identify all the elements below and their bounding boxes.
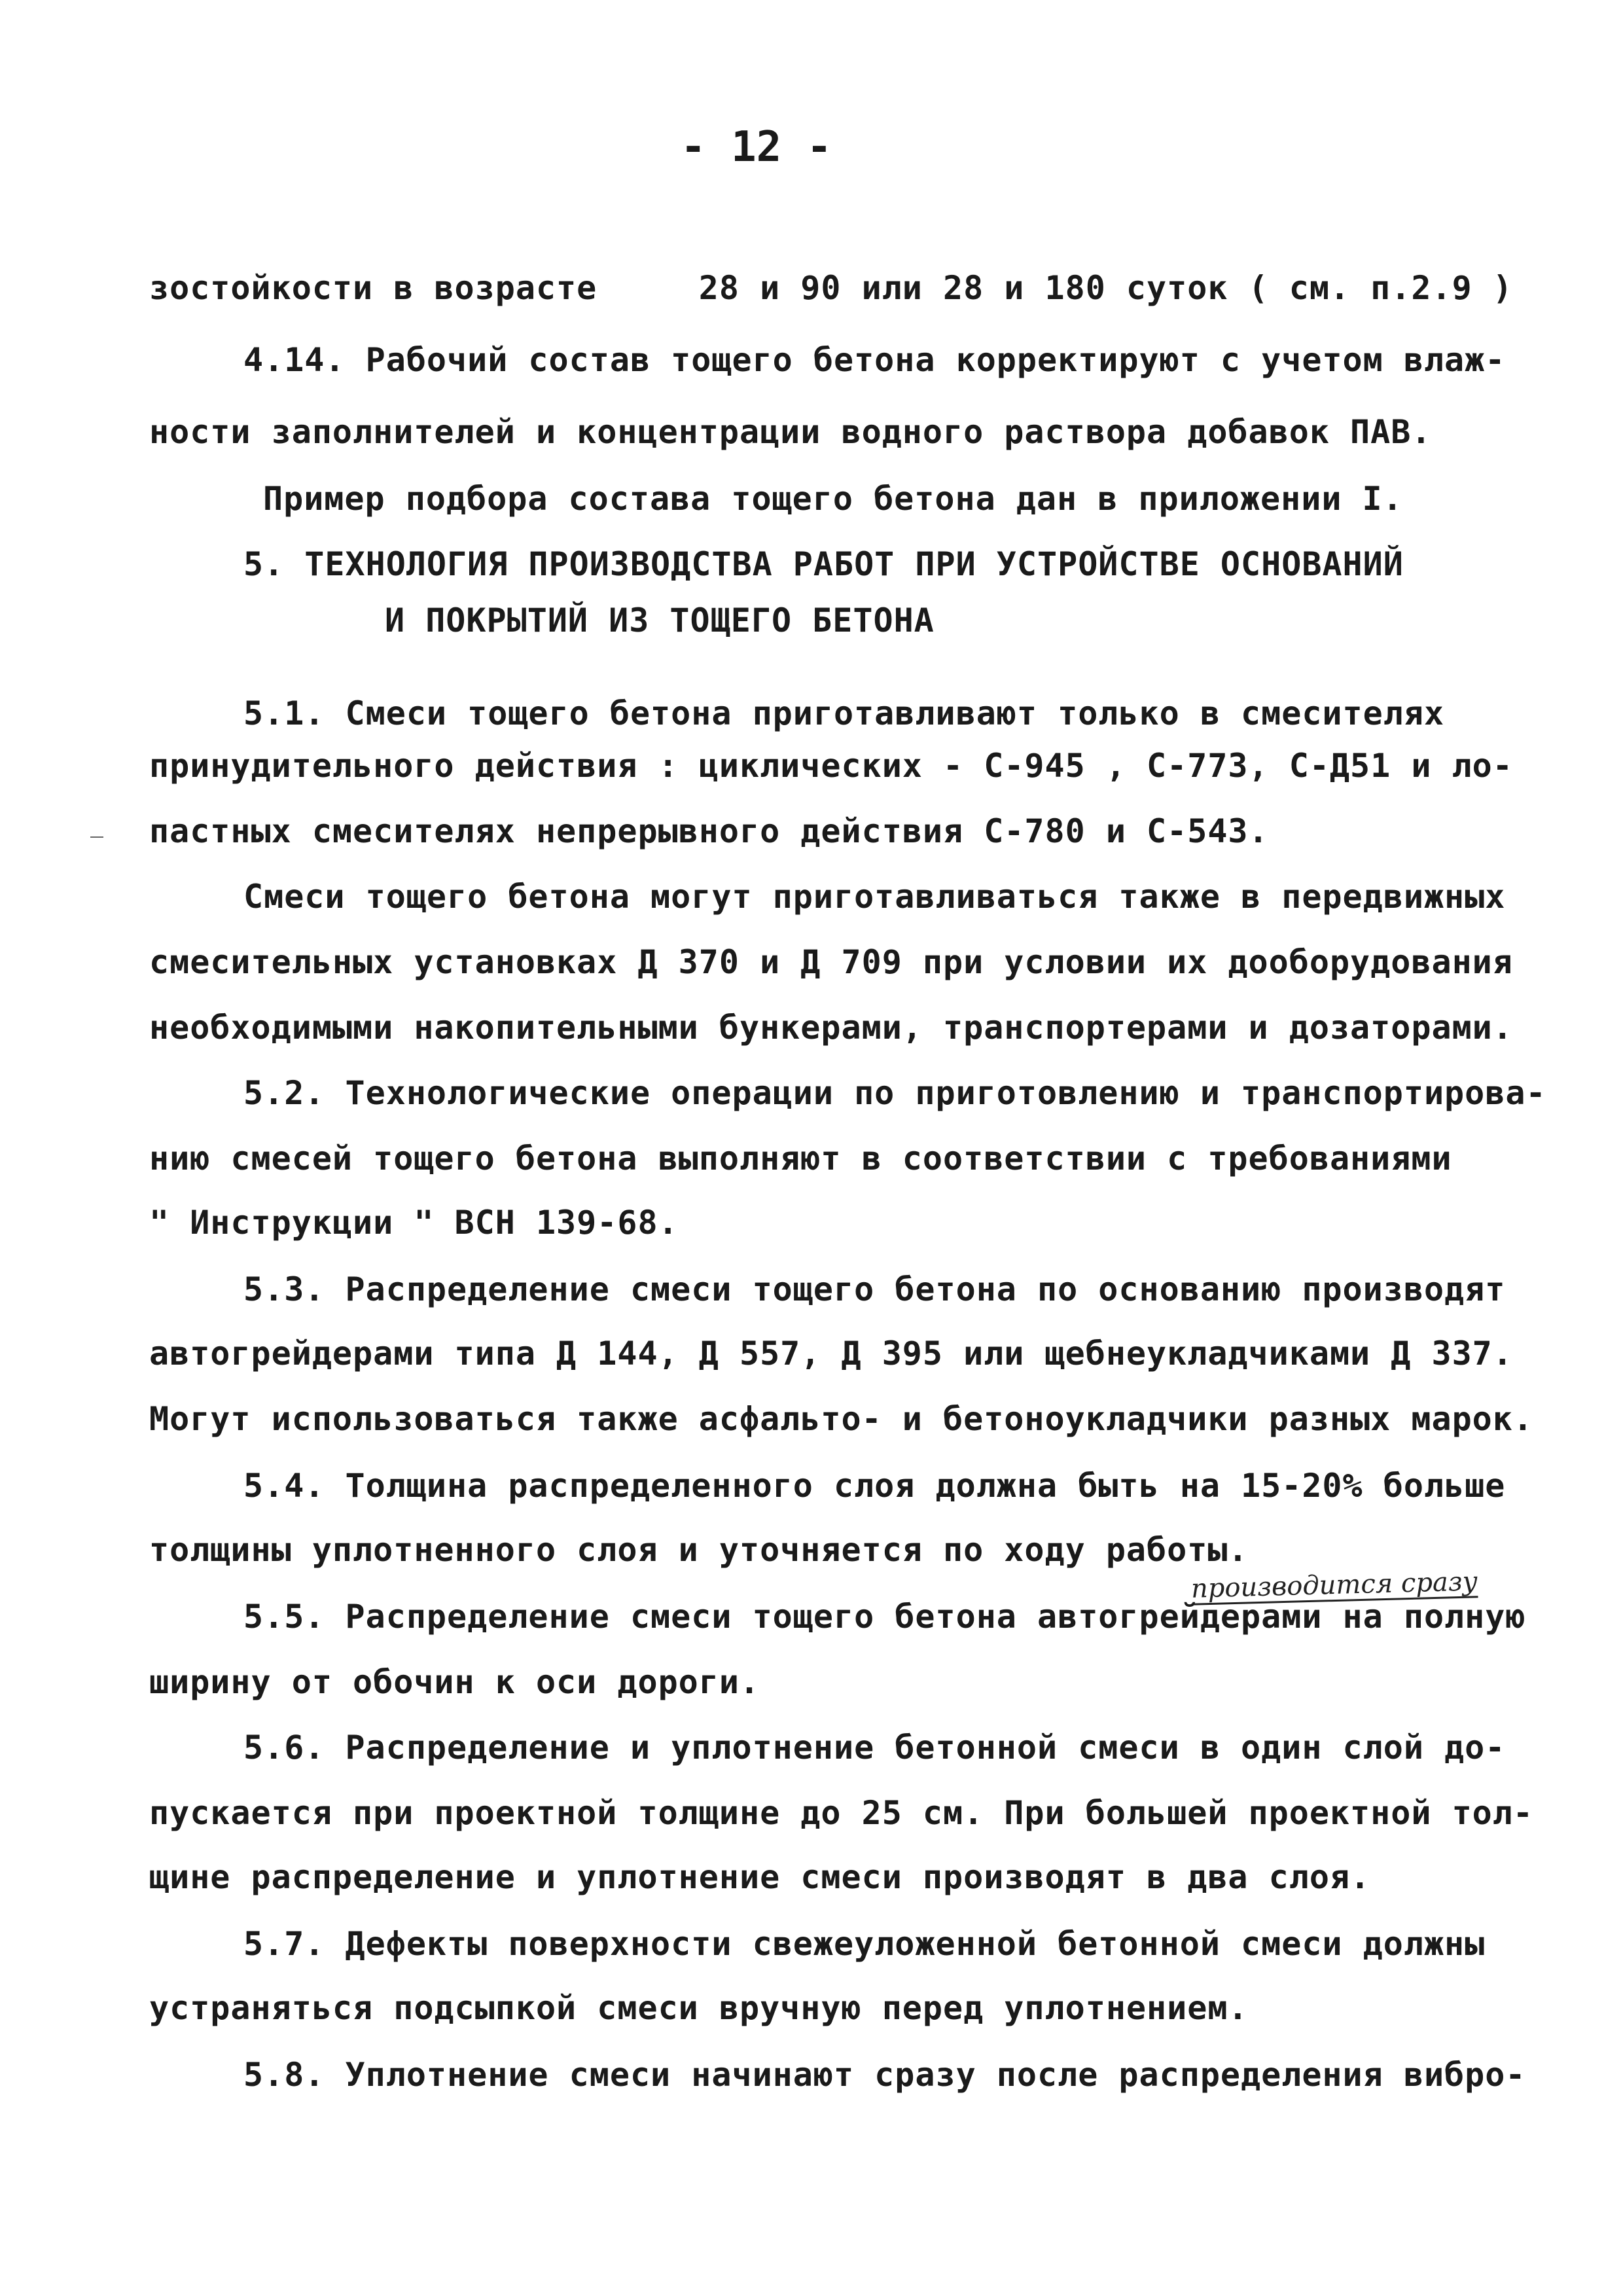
text-line: необходимыми накопительными бункерами, транспортерами и дозаторами.: [149, 1009, 1513, 1047]
text-line: ширину от обочин к оси дороги.: [149, 1663, 760, 1701]
paragraph-5-1-line: 5.1. Смеси тощего бетона приготавливают только в смесителях: [243, 694, 1445, 732]
text-line: нию смесей тощего бетона выполняют в соответствии с требованиями: [149, 1139, 1452, 1177]
text-line: щине распределение и уплотнение смеси производят в два слоя.: [149, 1858, 1371, 1896]
paragraph-5-6-line: 5.6. Распределение и уплотнение бетонной смеси в один слой до-: [243, 1729, 1506, 1767]
paragraph-4-14-line: 4.14. Рабочий состав тощего бетона корректируют с учетом влаж-: [243, 341, 1506, 379]
text-line: ности заполнителей и концентрации водного раствора добавок ПАВ.: [149, 413, 1432, 451]
text-line: смесительных установках Д 370 и Д 709 при условии их дооборудования: [149, 943, 1513, 981]
paragraph-5-7-line: 5.7. Дефекты поверхности свежеуложенной бетонной смеси должны: [243, 1925, 1486, 1963]
text-line: автогрейдерами типа Д 144, Д 557, Д 395 или щебнеукладчиками Д 337.: [149, 1335, 1513, 1372]
text-line: устраняться подсыпкой смеси вручную перед уплотнением.: [149, 1989, 1249, 2027]
margin-mark: [90, 836, 103, 838]
paragraph-5-2-line: 5.2. Технологические операции по приготовлению и транспортирова-: [243, 1074, 1546, 1112]
text-line: толщины уплотненного слоя и уточняется по ходу работы.: [149, 1531, 1249, 1569]
paragraph-5-3-line: 5.3. Распределение смеси тощего бетона по основанию производят: [243, 1270, 1506, 1308]
text-line: пускается при проектной толщине до 25 см. При большей проектной тол-: [149, 1794, 1533, 1832]
text-line: принудительного действия : циклических - С-945 , С-773, С-Д51 и ло-: [149, 747, 1513, 785]
handwritten-insertion: производится сразу: [1190, 1566, 1478, 1604]
paragraph-5-8-line: 5.8. Уплотнение смеси начинают сразу после распределения вибро-: [243, 2056, 1526, 2094]
paragraph-5-5-line: 5.5. Распределение смеси тощего бетона автогрейдерами на полную: [243, 1598, 1526, 1636]
text-line: пастных смесителях непрерывного действия С-780 и С-543.: [149, 812, 1269, 850]
text-line: " Инструкции " ВСН 139-68.: [149, 1204, 679, 1242]
section-heading: 5. ТЕХНОЛОГИЯ ПРОИЗВОДСТВА РАБОТ ПРИ УСТРОЙСТВЕ ОСНОВАНИЙ: [243, 545, 1404, 583]
text-line: Пример подбора состава тощего бетона дан в приложении I.: [263, 480, 1403, 518]
text-line: Могут использоваться также асфальто- и бетоноукладчики разных марок.: [149, 1400, 1533, 1438]
page-number: - 12 -: [681, 123, 832, 171]
text-line: зостойкости в возрасте 28 и 90 или 28 и 180 суток ( см. п.2.9 ): [149, 269, 1513, 307]
paragraph-5-4-line: 5.4. Толщина распределенного слоя должна быть на 15-20% больше: [243, 1467, 1506, 1505]
section-heading-continuation: И ПОКРЫТИЙ ИЗ ТОЩЕГО БЕТОНА: [385, 601, 935, 639]
text-line: Смеси тощего бетона могут приготавливаться также в передвижных: [243, 878, 1506, 916]
